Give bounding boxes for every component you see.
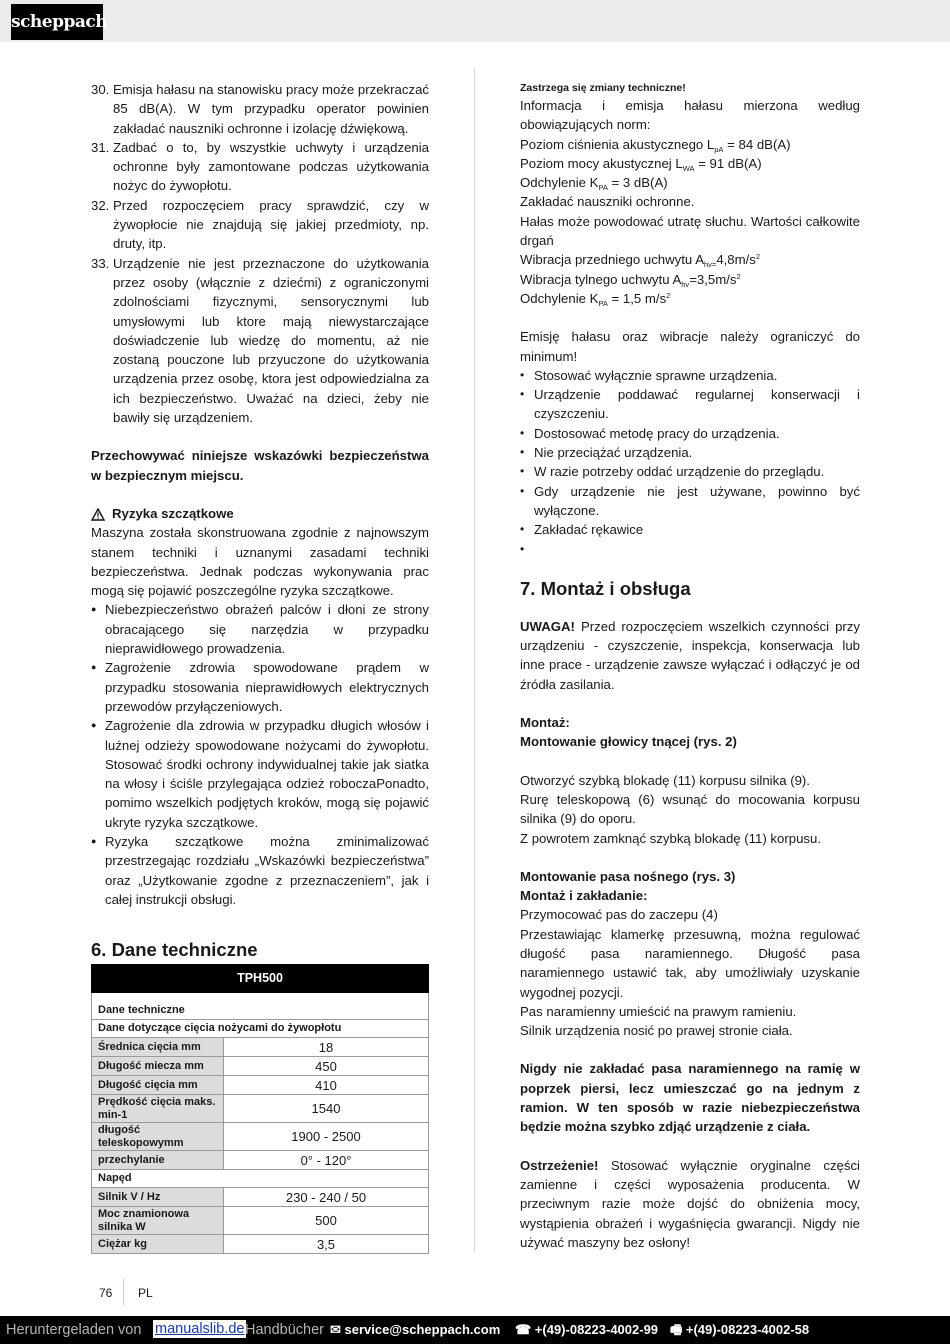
bullet-icon: ● (91, 720, 97, 731)
item-text: Zagrożenie dla zdrowia w przypadku długich włosów i luźnej odzieży spowodowane nożycami do żywopłotu. Stosować środki ochrony indywidualnej takie jak siatka na włosy i ściśle przylegająca odzież roboczaPonadto, pomimo wszelkich podjętych kroków, mogą się pojawić ukryte ryzyka szczątkowe. (105, 718, 429, 830)
bullet-icon: ● (91, 662, 97, 673)
footer-separator (123, 1279, 124, 1305)
table-row (92, 1038, 429, 1057)
left-column (91, 80, 429, 962)
section-6-title: 6. Dane techniczne (91, 939, 258, 961)
spec-label: przechylanie (92, 1151, 224, 1170)
table-subheader (92, 1020, 429, 1038)
bullet-icon: • (520, 387, 525, 402)
page-number: 76 (99, 1286, 113, 1300)
table-subheader (92, 1170, 429, 1188)
spec-value: 230 - 240 / 50 (224, 1188, 429, 1207)
tech-changes-note: Zastrzega się zmiany techniczne! (520, 82, 686, 94)
right-column (520, 80, 860, 1252)
numbered-list (91, 80, 429, 427)
vibration-front-line: Wibracja przedniego uchwytu $A_{hv=}4,8m/s^2$ (520, 252, 761, 270)
item-text: Gdy urządzenie nie jest używane, powinno być wyłączone. (534, 483, 860, 518)
item-text: Dostosować metodę pracy do urządzenia. (534, 425, 780, 441)
spec-label: długość teleskopowymm (92, 1123, 224, 1151)
downloaded-from-text: Heruntergeladen von (6, 1322, 142, 1338)
brand-logo: scheppach (11, 4, 103, 40)
item-number: 33. (91, 255, 110, 271)
item-text: Emisja hałasu na stanowisku pracy może przekraczać 85 dB(A). W tym przypadku operator powinien zakładać nauszniki ochronne i izolację dźwiękową. (113, 82, 429, 136)
item-text: Ryzyka szczątkowe można zminimalizować przestrzegając rozdziału „Wskazówki bezpieczeństwa” oraz „Użytkowanie zgodne z przeznaczeniem”, jak i całej instrukcji obsługi. (105, 833, 429, 907)
list-item (91, 832, 429, 909)
spec-value: 1900 - 2500 (224, 1123, 429, 1151)
model-cell: TPH500 (92, 965, 429, 993)
table-header-row (92, 965, 429, 993)
list-item (91, 138, 429, 196)
bullet-icon: ● (91, 604, 97, 615)
item-text: Zadbać o to, by wszystkie uchwyty i urządzenia ochronne były zamontowane podczas użytkowania nożyc do żywopłotu. (113, 139, 429, 194)
technical-data-table (91, 964, 429, 1254)
spec-label: Średnica cięcia mm (92, 1038, 224, 1057)
item-text: Zakładać rękawice (534, 522, 644, 538)
item-text: Nie przeciążać urządzenia. (534, 445, 693, 461)
download-banner (0, 1316, 950, 1344)
spec-label: Ciężar kg (92, 1235, 224, 1254)
parts-warning: Ostrzeżenie! Stosować wyłącznie oryginalne części zamienne i części wyposażenia producenta. W przeciwnym razie może dojść do obniżenia mocy, wystąpienia obrażeń i wygaśnięcia gwarancji. Nigdy nie używać maszyny bez osłony! (520, 1157, 860, 1250)
bullet-icon: • (520, 425, 525, 440)
keep-instructions-note: Przechowywać niniejsze wskazówki bezpieczeństwa w bezpiecznym miejscu. (91, 448, 429, 483)
step-line: Przestawiając klamerkę przesuwną, można regulować długość pasa naramiennego. Długość pasa naramiennego ustawić tak, aby umożliwiały uzyskanie wygodnej pozycji. (520, 926, 860, 1000)
spec-value: 410 (224, 1076, 429, 1095)
item-text: Zagrożenie zdrowia spowodowane prądem w przypadku stosowania nieprawidłowych elektrycznych przewodów przyłączeniowych. (105, 660, 429, 714)
vibration-uncertainty-line: Odchylenie $K_{PA} = 1,5$ $m/s^2$ (520, 290, 671, 308)
step-line: Rurę teleskopową (6) wsunąć do mocowania korpusu silnika (9) do oporu. (520, 791, 860, 827)
item-text: Urządzenie nie jest przeznaczone do użytkowania przez osoby (włącznie z dziećmi) z ograniczonymi zdolnościami fizycznymi, sensorycznymi lub umysłowymi lub ktore mają niewystarczające doświadczenie lub wiedzę do momentu, aż nie zostaną pouczone lub przyuczone do użytkowania urządzenia przez osobę, ktora jest odpowiedzialna za ich bezpieczeństwo. Uważać na dzieci, żeby nie bawiły się urządzeniem. (113, 255, 429, 426)
list-item (91, 600, 429, 658)
spec-label: Długość miecza mm (92, 1057, 224, 1076)
bullet-icon: • (520, 464, 525, 479)
belt-subheading: Montaż i zakładanie: (520, 888, 648, 904)
step-line: Przymocować pas do zaczepu (4) (520, 907, 718, 923)
limit-intro: Emisję hałasu oraz wibracje należy ograniczyć do minimum! (520, 329, 860, 364)
spec-value: 18 (224, 1038, 429, 1057)
belt-steps (520, 905, 860, 1040)
list-item (520, 424, 860, 443)
residual-risk-list (91, 600, 429, 909)
list-item (91, 254, 429, 428)
spec-label: Silnik V / Hz (92, 1188, 224, 1207)
item-text: Urządzenie poddawać regularnej konserwacji i czyszczeniu. (534, 387, 860, 422)
table-row (92, 1188, 429, 1207)
list-item (520, 385, 860, 424)
bullet-icon: • (520, 483, 525, 498)
item-number: 30. (91, 82, 110, 97)
ear-protection-line: Zakładać nauszniki ochronne. (520, 194, 695, 210)
list-item (91, 658, 429, 716)
warning-triangle-icon (91, 507, 107, 521)
step-line: Silnik urządzenia nosić po prawej stronie ciała. (520, 1023, 793, 1039)
table-row (92, 1123, 429, 1151)
subheader-cell: Dane techniczne (92, 993, 429, 1020)
item-text (534, 540, 860, 559)
list-item (520, 462, 860, 481)
cutting-head-steps (520, 771, 860, 848)
list-item (91, 80, 429, 138)
uncertainty-line: Odchylenie $K_{PA} = 3$ dB(A) (520, 175, 668, 193)
spec-label: Moc znamionowa silnika W (92, 1207, 224, 1235)
table-row (92, 1235, 429, 1254)
subheader-cell: Napęd (92, 1170, 429, 1188)
table-row (92, 1207, 429, 1235)
sound-power-line: Poziom mocy akustycznej $L_{WA} = 91$ dB(A) (520, 155, 762, 173)
list-item (520, 540, 860, 559)
hearing-loss-line: Hałas może powodować utratę słuchu. Wartości całkowite drgań (520, 213, 860, 249)
list-item (520, 443, 860, 462)
spec-value: 1540 (224, 1095, 429, 1123)
top-bar (0, 0, 950, 42)
bullet-icon: • (520, 445, 525, 460)
spec-label: Prędkość cięcia maks. min-1 (92, 1095, 224, 1123)
item-text: Przed rozpoczęciem pracy sprawdzić, czy w żywopłocie nie znajdują się jakiej przedmioty, np. druty, itp. (113, 197, 429, 252)
belt-heading: Montowanie pasa nośnego (rys. 3) (520, 868, 736, 884)
spec-value: 450 (224, 1057, 429, 1076)
spec-value: 0° - 120° (224, 1151, 429, 1170)
manuals-text: Handbücher (245, 1322, 324, 1338)
cutting-head-heading: Montowanie głowicy tnącej (rys. 2) (520, 734, 737, 750)
caution-paragraph: UWAGA! Przed rozpoczęciem wszelkich czynności przy urządzeniu - czyszczenie, inspekcja, konserwacja lub inne prace - urządzenie zawsze wyłączać i odłączyć je od źródła zasilania. (520, 618, 860, 692)
manualslib-link[interactable]: manualslib.de (155, 1321, 245, 1337)
table-row (92, 1151, 429, 1170)
table-subheader (92, 993, 429, 1020)
item-number: 31. (91, 139, 110, 155)
item-text: Stosować wyłącznie sprawne urządzenia. (534, 367, 778, 383)
list-item (520, 520, 860, 539)
step-line: Z powrotem zamknąć szybką blokadę (11) korpusu. (520, 830, 821, 846)
item-text: Niebezpieczeństwo obrażeń palców i dłoni ze strony obracającego się narzędzia w przypadku nieprawidłowego prowadzenia. (105, 602, 429, 657)
belt-warning: Nigdy nie zakładać pasa naramiennego na ramię w poprzek piersi, lecz umieszczać go na jednym z ramion. W ten sposób w razie niebezpieczeństwa będzie można szybko zdjąć urządzenie z ciała. (520, 1061, 860, 1135)
list-item (520, 482, 860, 521)
bullet-icon: • (520, 522, 525, 537)
step-line: Otworzyć szybką blokadę (11) korpusu silnika (9). (520, 772, 810, 788)
column-divider (474, 68, 475, 1252)
list-item (520, 366, 860, 385)
item-text: W razie potrzeby oddać urządzenie do przeglądu. (534, 464, 825, 480)
service-email[interactable]: ✉ service@scheppach.com (330, 1322, 501, 1337)
language-code: PL (138, 1286, 153, 1300)
residual-intro: Maszyna została skonstruowana zgodnie z najnowszym stanem techniki i uznanymi zasadami techniki bezpieczeństwa. Jednak podczas wykonywania prac mogą się pojawić poszczególne ryzyka szczątkowe. (91, 525, 429, 599)
subheader-cell: Dane dotyczące cięcia nożycami do żywopłotu (92, 1020, 429, 1038)
table-row (92, 1095, 429, 1123)
assembly-heading: Montaż: (520, 715, 570, 731)
list-item (91, 196, 429, 254)
residual-heading: Ryzyka szczątkowe (91, 504, 429, 523)
bullet-icon: • (520, 541, 525, 556)
limit-list (520, 366, 860, 559)
sound-pressure-line: Poziom ciśnienia akustycznego $L_{pA} = 84$ dB(A) (520, 136, 791, 154)
spec-value: 3,5 (224, 1235, 429, 1254)
table-row (92, 1057, 429, 1076)
item-number: 32. (91, 197, 110, 213)
section-7-title: 7. Montaż i obsługa (520, 577, 691, 599)
list-item (91, 716, 429, 832)
bullet-icon: ● (91, 835, 97, 846)
service-fax: 🖷 +(49)-08223-4002-58 (670, 1322, 810, 1337)
bullet-icon: • (520, 367, 525, 382)
service-phone: ☎ +(49)-08223-4002-99 (515, 1322, 659, 1337)
table-row (92, 1076, 429, 1095)
step-line: Pas naramienny umieścić na prawym ramieniu. (520, 1003, 797, 1019)
spec-label: Długość cięcia mm (92, 1076, 224, 1095)
spec-value: 500 (224, 1207, 429, 1235)
vibration-rear-line: Wibracja tylnego uchwytu $A_{hv}=3,5m/s^2$ (520, 271, 741, 289)
noise-intro: Informacja i emisja hałasu mierzona według obowiązujących norm: (520, 98, 860, 133)
